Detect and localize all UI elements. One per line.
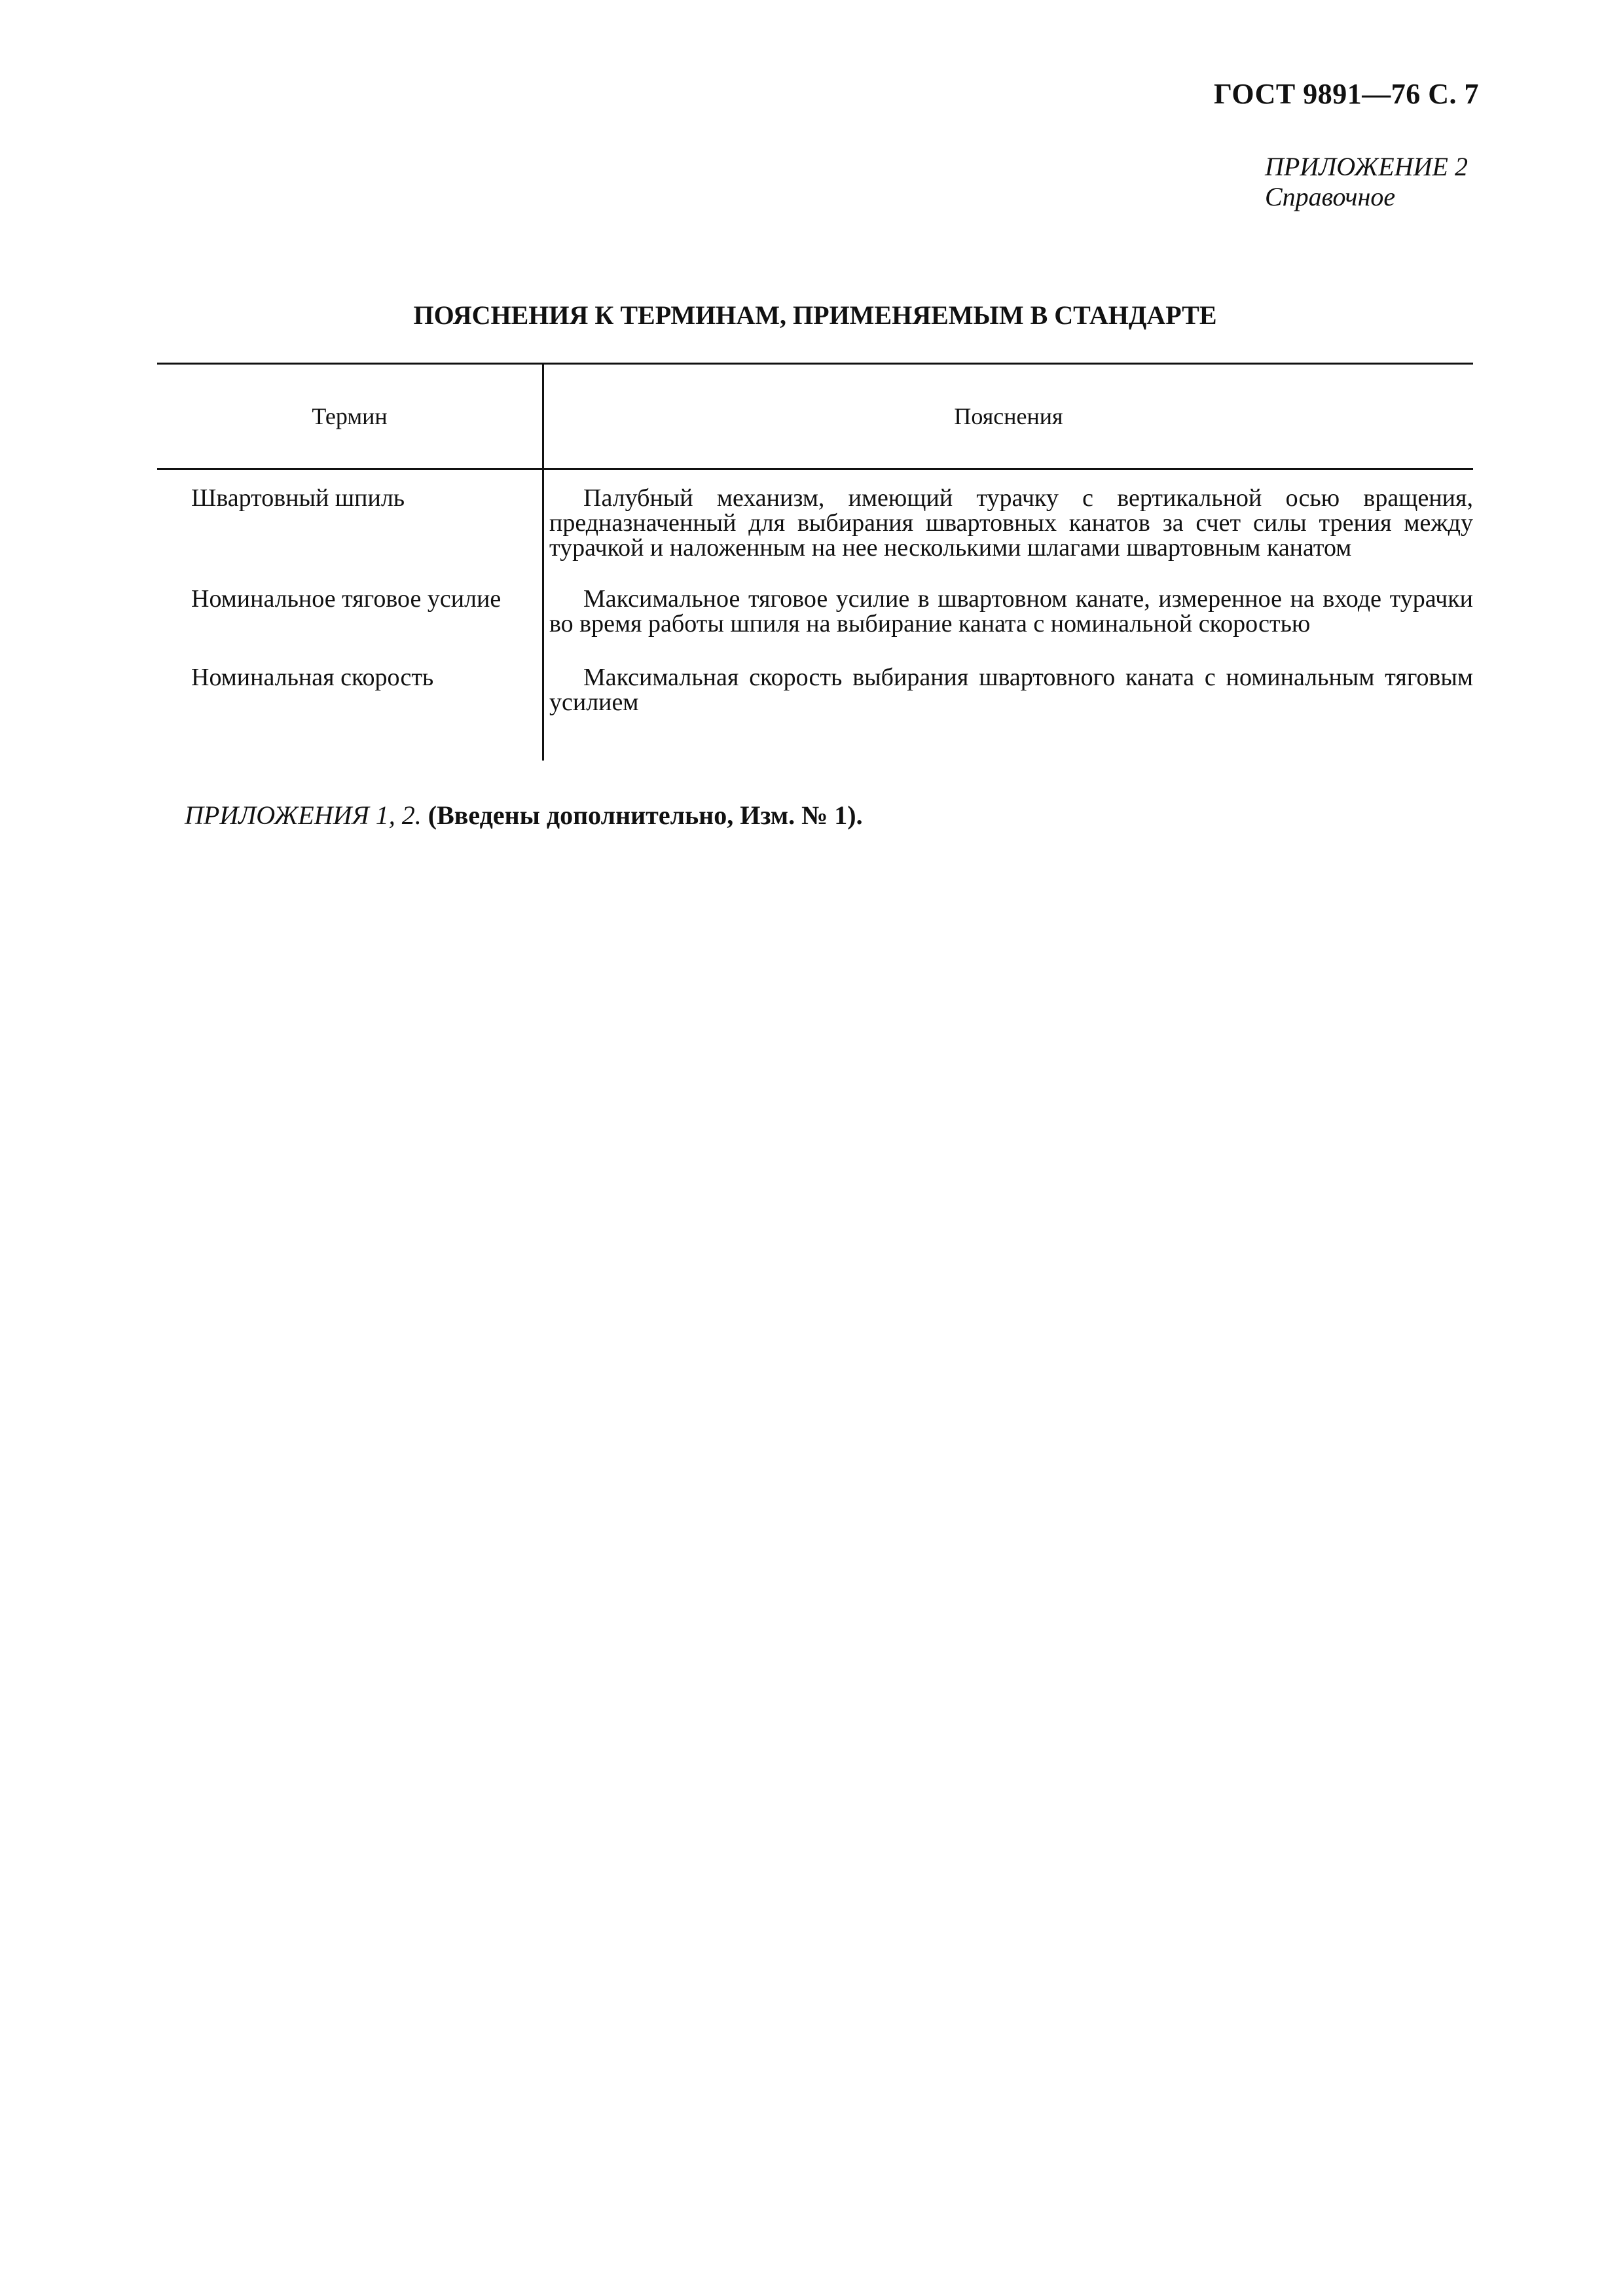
page-header: ГОСТ 9891—76 С. 7 (1213, 78, 1479, 110)
table-body (157, 486, 1473, 715)
explanation-cell: Максимальное тяговое усилие в швартовном канате, измеренное на входе турачки во время работы шпиля на выбирание каната с номинальной скоростью (549, 585, 1473, 637)
appendix-type: Справочное (1265, 182, 1396, 211)
term-cell: Номинальное тяговое усилие (191, 585, 501, 613)
term-cell: Швартовный шпиль (191, 484, 405, 512)
term-cell: Номинальная скорость (191, 664, 434, 691)
terms-table (157, 363, 1473, 715)
table-header (157, 363, 1473, 470)
amendment-note-reference: ПРИЛОЖЕНИЯ 1, 2. (185, 800, 422, 830)
document-title: ПОЯСНЕНИЯ К ТЕРМИНАМ, ПРИМЕНЯЕМЫМ В СТАНДАРТЕ (413, 300, 1217, 330)
amendment-note (185, 800, 863, 831)
table-row (157, 665, 1473, 715)
table-row (157, 486, 1473, 560)
column-header-term: Термин (312, 403, 388, 429)
amendment-note-text: (Введены дополнительно, Изм. № 1). (428, 800, 863, 830)
explanation-cell: Палубный механизм, имеющий турачку с вертикальной осью вращения, предназначенный для выбирания швартовных канатов за счет силы трения между турачкой и наложенным на нее несколькими шлагами швартовным канатом (549, 484, 1473, 562)
explanation-cell: Максимальная скорость выбирания швартовного каната с номинальным тяговым усилием (549, 664, 1473, 716)
appendix-label (1265, 152, 1468, 212)
column-header-explanation: Пояснения (954, 403, 1063, 429)
table-row (157, 586, 1473, 636)
appendix-number: ПРИЛОЖЕНИЕ 2 (1265, 152, 1468, 181)
